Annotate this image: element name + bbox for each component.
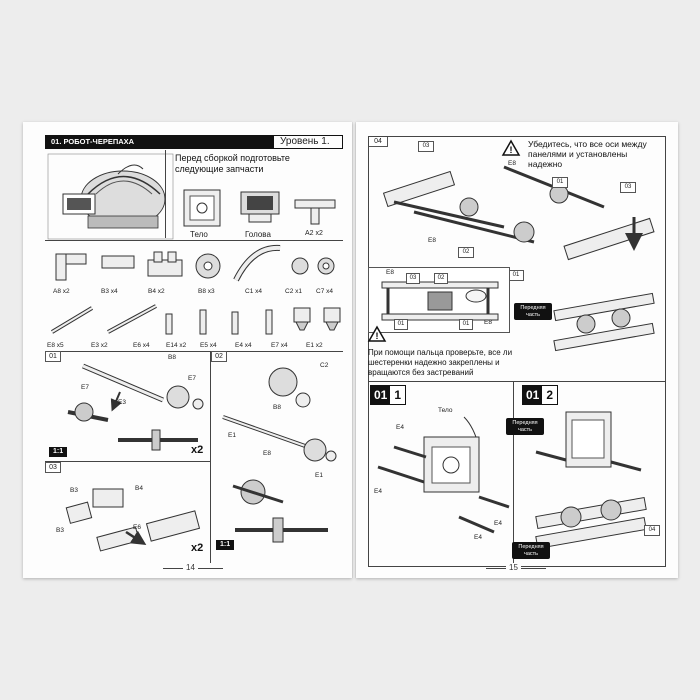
a2-part-icon <box>291 196 341 226</box>
part-label-head: Голова <box>245 230 271 239</box>
step02-diagram <box>213 362 348 552</box>
step-number: 04 <box>368 136 388 147</box>
page-number: 14 <box>183 563 198 572</box>
warning-text-top: Убедитесь, что все оси между панелями и установлены надежно <box>528 139 647 169</box>
part-label: B8 x3 <box>198 288 215 295</box>
svg-text:!: ! <box>509 145 513 155</box>
part-tag: 01 <box>508 270 524 281</box>
step01-diagram <box>48 362 208 457</box>
step02-label: B8 <box>273 404 281 411</box>
divider <box>665 136 666 381</box>
body-label: Тело <box>438 407 453 414</box>
part-label: E4 x4 <box>235 342 252 349</box>
part-tag: 03 <box>620 182 636 193</box>
step-number: 01 <box>45 351 61 362</box>
divider <box>665 381 666 567</box>
part-tag: 01 <box>394 319 408 330</box>
level-badge: Уровень 1. <box>273 135 343 149</box>
step02-label: E1 <box>315 472 323 479</box>
step01-label: E3 <box>118 399 126 406</box>
front-part-tag: Передняя часть <box>506 418 544 435</box>
part-tag: 02 <box>458 247 474 258</box>
body-part-icon <box>180 184 225 229</box>
part-label: C2 x1 <box>285 288 302 295</box>
step-badge-01-1: 01 1 <box>370 385 406 405</box>
part-label: B3 x4 <box>101 288 118 295</box>
divider <box>45 351 343 352</box>
divider <box>165 150 166 238</box>
warning-icon <box>368 326 386 342</box>
part-tag: 01 <box>552 177 568 188</box>
divider <box>45 461 210 462</box>
part-label: E8 x5 <box>47 342 64 349</box>
divider <box>45 240 343 241</box>
parts-row2-icons <box>48 300 343 340</box>
part-label: E14 x2 <box>166 342 187 349</box>
step03-label: B3 <box>56 527 64 534</box>
step04-diagram <box>374 152 664 272</box>
svg-text:!: ! <box>375 331 379 341</box>
step03-label: B4 <box>135 485 143 492</box>
step01-label: E7 <box>188 375 196 382</box>
part-tag: 03 <box>406 273 420 284</box>
part-label: B4 x2 <box>148 288 165 295</box>
step03-label: B3 <box>70 487 78 494</box>
part-tag: 02 <box>434 273 448 284</box>
parts-row1-icons <box>48 246 338 286</box>
divider <box>513 381 514 567</box>
front-part-tag: Передняя часть <box>512 542 550 559</box>
part-label-a2: A2 x2 <box>305 230 323 237</box>
head-part-icon <box>235 186 285 226</box>
assembled-frame-diagram <box>546 282 661 362</box>
divider <box>368 381 666 382</box>
step-number: 03 <box>45 462 61 473</box>
part-label: C7 x4 <box>316 288 333 295</box>
intro-text: Перед сборкой подготовьте следующие запчасти <box>175 153 290 174</box>
part-label: E5 x4 <box>200 342 217 349</box>
scale-badge: 1:1 <box>216 540 234 550</box>
multiplier: x2 <box>191 444 204 456</box>
part-label-body: Тело <box>190 230 208 239</box>
part-tag: 03 <box>418 141 434 152</box>
step-label: E4 <box>494 520 502 527</box>
part-label: E6 x4 <box>133 342 150 349</box>
part-label: C1 x4 <box>245 288 262 295</box>
scale-badge: 1:1 <box>49 447 67 457</box>
step03-label: E6 <box>133 524 141 531</box>
right-page <box>356 122 678 578</box>
step02-label: E1 <box>228 432 236 439</box>
inset-label: E8 <box>386 269 394 276</box>
step-number: 02 <box>211 351 227 362</box>
part-tag: 04 <box>644 525 660 536</box>
step02-label: E8 <box>263 450 271 457</box>
part-label: E3 x2 <box>91 342 108 349</box>
step01-2-diagram <box>526 402 661 552</box>
step-label: E4 <box>374 488 382 495</box>
divider <box>368 136 666 137</box>
step-badge-01-2: 01 2 <box>522 385 558 405</box>
step01-label: E7 <box>81 384 89 391</box>
part-label: A8 x2 <box>53 288 70 295</box>
step-label: E4 <box>396 424 404 431</box>
page-title: 01. РОБОТ-ЧЕРЕПАХА <box>45 135 273 149</box>
step04-label: E8 <box>508 160 516 167</box>
step02-label: C2 <box>320 362 329 369</box>
step01-1-diagram <box>374 407 509 552</box>
step04-label: E8 <box>428 237 436 244</box>
divider <box>210 351 211 563</box>
multiplier: x2 <box>191 542 204 554</box>
inset-label: E8 <box>484 319 492 326</box>
step-label: E4 <box>474 534 482 541</box>
page-number: 15 <box>506 563 521 572</box>
part-tag: 01 <box>459 319 473 330</box>
front-part-tag: Передняя часть <box>514 303 552 320</box>
part-label: E7 x4 <box>271 342 288 349</box>
step01-label: B8 <box>168 354 176 361</box>
robot-turtle-illustration <box>48 154 173 239</box>
left-page <box>23 122 352 578</box>
divider <box>368 136 369 381</box>
divider <box>368 381 369 567</box>
part-label: E1 x2 <box>306 342 323 349</box>
warning-text-bottom: При помощи пальца проверьте, все ли шестеренки надежно закреплены и вращаются без застреваний <box>368 348 513 377</box>
